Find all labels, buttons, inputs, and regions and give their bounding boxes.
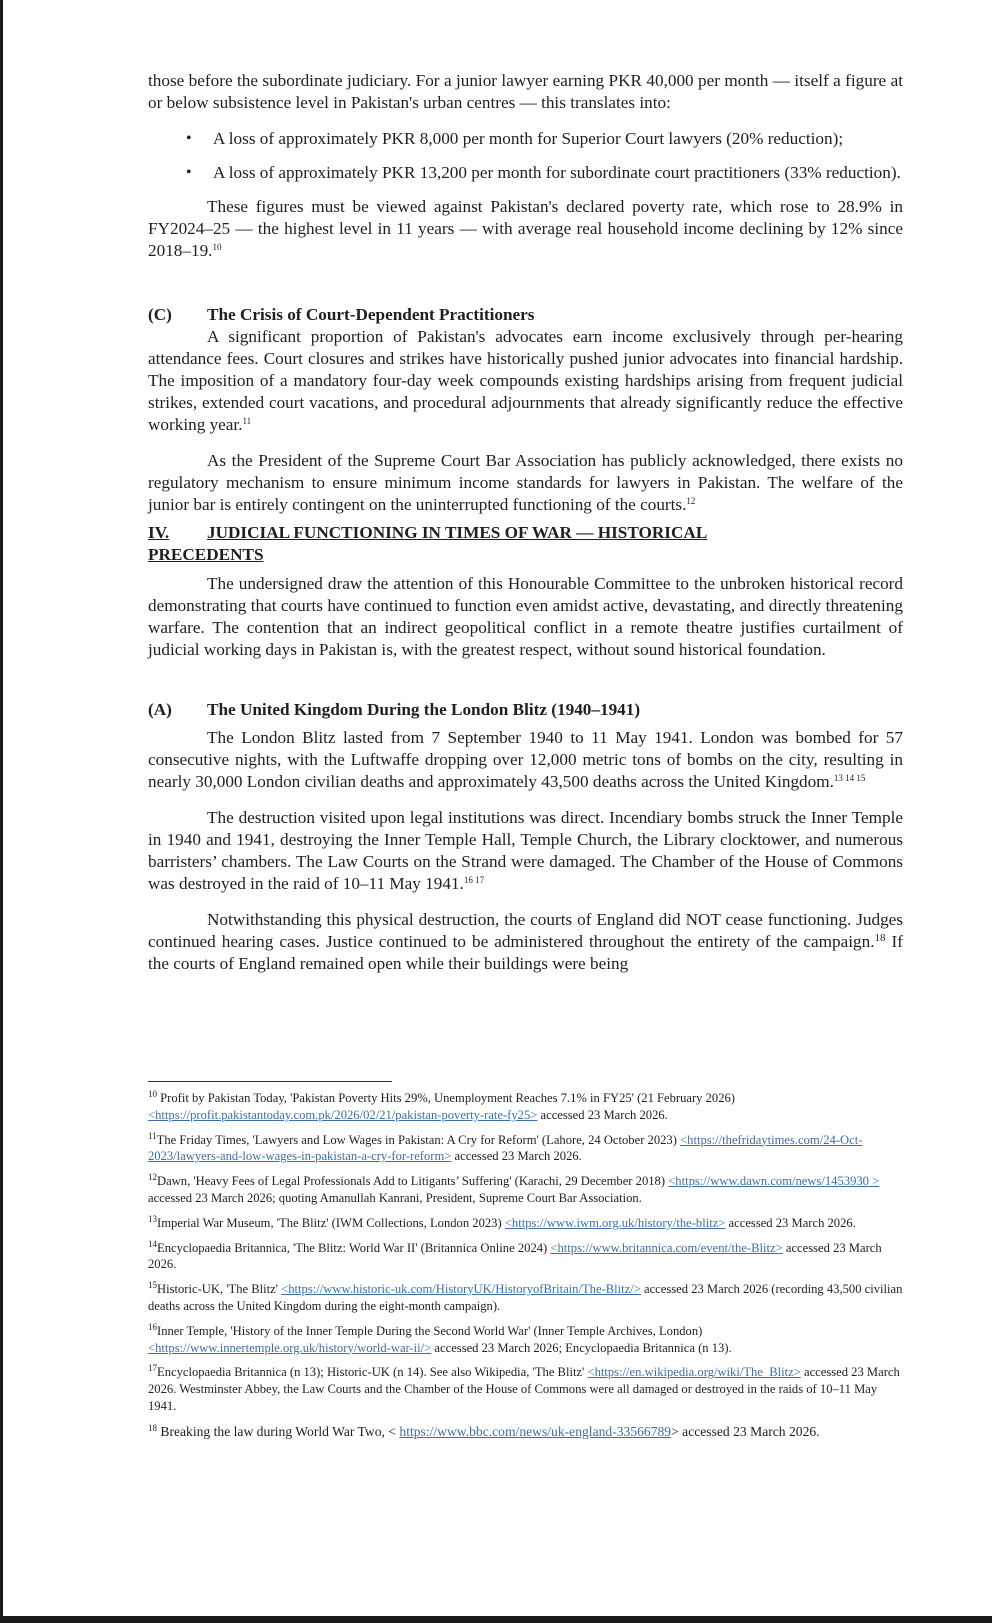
paragraph-text: The destruction visited upon legal institutions was direct. Incendiary bombs struck the Inner Temple in 1940 and 1941, destroying the Inner Temple Hall, Temple Church, the Library clocktower, and numerous barristers’ chambers. The Law Courts on the Strand were damaged. The Chamber of the House of Commons was destroyed in the raid of 10–11 May 1941. — [148, 808, 903, 893]
income-loss-list — [148, 128, 903, 184]
footnote-text-after: accessed 23 March 2026. — [148, 1240, 882, 1272]
section-number: IV. — [148, 523, 170, 542]
section-a-paragraph-2 — [148, 807, 903, 895]
footnote-18 — [148, 1423, 903, 1441]
footnote-text: Historic-UK, 'The Blitz' — [157, 1282, 282, 1297]
footnote-12 — [148, 1173, 903, 1207]
section-title: The United Kingdom During the London Blitz (1940–1941) — [207, 700, 641, 719]
footnote-text: Inner Temple, 'History of the Inner Temple During the Second World War' (Inner Temple Archives, London) — [157, 1323, 703, 1338]
footnote-ref[interactable]: 16 17 — [463, 875, 485, 885]
list-item-text: A loss of approximately PKR 13,200 per month for subordinate court practitioners (33% reduction). — [213, 163, 901, 182]
section-a-paragraph-3 — [148, 909, 903, 975]
paragraph-text: Notwithstanding this physical destruction, the courts of England did NOT cease functioning. Judges continued hearing cases. Justice continued to be administered throughout the entirety of the campaign. — [148, 910, 903, 951]
footnote-10 — [148, 1090, 903, 1124]
section-a-heading — [148, 699, 903, 721]
footnote-text: Breaking the law during World War Two, < — [157, 1423, 400, 1439]
footnote-number: 18 — [148, 1422, 157, 1433]
footnote-ref[interactable]: 13 14 15 — [833, 773, 866, 783]
section-title: JUDICIAL FUNCTIONING IN TIMES OF WAR — HISTORICAL PRECEDENTS — [148, 523, 708, 564]
footnote-text: The Friday Times, 'Lawyers and Low Wages in Pakistan: A Cry for Reform' (Lahore, 24 October 2023) — [156, 1132, 681, 1147]
footnote-ref[interactable]: 10 — [212, 242, 222, 252]
footnote-number: 13 — [148, 1213, 157, 1224]
footnote-separator — [148, 1081, 392, 1082]
footnote-ref[interactable]: 18 — [874, 932, 886, 944]
footnote-link[interactable]: <https://profit.pakistantoday.com.pk/2026/02/21/pakistan-poverty-rate-fy25> — [148, 1107, 538, 1122]
footnote-text: Imperial War Museum, 'The Blitz' (IWM Collections, London 2023) — [157, 1215, 505, 1230]
footnote-number: 17 — [148, 1363, 157, 1374]
paragraph-text: The London Blitz lasted from 7 September 1940 to 11 May 1941. London was bombed for 57 consecutive nights, with the Luftwaffe dropping over 12,000 metric tons of bombs on the city, resulting in nearly 30,000 London civilian deaths and approximately 43,500 deaths across the United Kingdom. — [148, 728, 903, 791]
footnote-text: Encyclopaedia Britannica (n 13); Historic-UK (n 14). See also Wikipedia, 'The Blitz' — [157, 1365, 588, 1380]
list-item — [148, 128, 903, 150]
footnote-17 — [148, 1364, 903, 1414]
footnote-ref[interactable]: 11 — [242, 416, 252, 426]
list-item — [148, 162, 903, 184]
footnote-16 — [148, 1323, 903, 1357]
poverty-paragraph — [148, 196, 903, 262]
footnote-link[interactable]: <https://en.wikipedia.org/wiki/The_Blitz> — [587, 1365, 801, 1380]
footnote-text-after: accessed 23 March 2026. — [725, 1215, 856, 1230]
section-c-heading — [148, 304, 903, 326]
footnote-link[interactable]: <https://thefridaytimes.com/24-Oct-2023/lawyers-and-low-wages-in-pakistan-a-cry-for-reform> — [148, 1132, 863, 1164]
section-iv-paragraph: The undersigned draw the attention of this Honourable Committee to the unbroken historical record demonstrating that courts have continued to function even amidst active, devastating, and directly threatening warfare. The contention that an indirect geopolitical conflict in a remote theatre justifies curtailment of judicial working days in Pakistan is, with the greatest respect, without sound historical foundation. — [148, 574, 903, 659]
footnote-13 — [148, 1215, 903, 1232]
footnote-11 — [148, 1132, 903, 1166]
footnotes — [148, 1090, 903, 1448]
footnote-link[interactable]: <https://www.historic-uk.com/HistoryUK/HistoryofBritain/The-Blitz/> — [281, 1282, 641, 1297]
footnote-number: 11 — [148, 1130, 157, 1141]
footnote-text-after: accessed 23 March 2026. — [537, 1107, 668, 1122]
footnote-text-after: accessed 23 March 2026. — [451, 1149, 582, 1164]
footnote-text: Profit by Pakistan Today, 'Pakistan Poverty Hits 29%, Unemployment Reaches 7.1% in FY25' (21 February 2026) — [157, 1091, 736, 1105]
footnote-link[interactable]: <https://www.dawn.com/news/1453930 > — [668, 1174, 880, 1189]
paragraph-text: A significant proportion of Pakistan's advocates earn income exclusively through per-hearing attendance fees. Court closures and strikes have historically pushed junior advocates into financial hardship. The imposition of a mandatory four-day week compounds existing hardships arising from frequent judicial strikes, extended court vacations, and procedural adjournments that already significantly reduce the effective working year. — [148, 327, 903, 434]
section-number: (C) — [148, 305, 172, 324]
footnote-number: 16 — [148, 1321, 157, 1332]
paragraph-text: These figures must be viewed against Pakistan's declared poverty rate, which rose to 28.9% in FY2024–25 — the highest level in 11 years — with average real household income declining by 12% since 2018–19. — [148, 197, 903, 260]
footnote-text-after: accessed 23 March 2026 (recording 43,500 civilian deaths across the United Kingdom during the eight-month campaign). — [148, 1282, 903, 1313]
footnote-text: Dawn, 'Heavy Fees of Legal Professionals Add to Litigants’ Suffering' (Karachi, 29 December 2018) — [157, 1174, 669, 1189]
page-left-edge — [0, 0, 3, 1623]
paragraph-text-continued: If the courts of England remained open while their buildings were being — [148, 932, 904, 973]
bullet-icon: • — [186, 130, 192, 147]
footnote-text-after: accessed 23 March 2026; quoting Amanullah Kanrani, President, Supreme Court Bar Association. — [148, 1190, 642, 1205]
footnote-text: Encyclopaedia Britannica, 'The Blitz: World War II' (Britannica Online 2024) — [157, 1240, 551, 1255]
footnote-14 — [148, 1240, 903, 1274]
list-item-text: A loss of approximately PKR 8,000 per month for Superior Court lawyers (20% reduction); — [213, 129, 844, 148]
paragraph-text: As the President of the Supreme Court Bar Association has publicly acknowledged, there exists no regulatory mechanism to ensure minimum income standards for lawyers in Pakistan. The welfare of the junior bar is entirely contingent on the uninterrupted functioning of the courts. — [148, 451, 903, 514]
footnote-link[interactable]: <https://www.iwm.org.uk/history/the-blitz> — [504, 1215, 726, 1230]
footnote-link[interactable]: <https://www.britannica.com/event/the-Blitz> — [550, 1240, 783, 1255]
footnote-link[interactable]: <https://www.innertemple.org.uk/history/world-war-ii/> — [148, 1340, 432, 1355]
footnote-ref[interactable]: 12 — [686, 496, 696, 506]
footnote-number: 12 — [148, 1172, 157, 1183]
bullet-icon: • — [186, 164, 192, 181]
section-iv-heading — [148, 522, 788, 566]
footnote-15 — [148, 1281, 903, 1315]
footnote-text-after: accessed 23 March 2026; Encyclopaedia Britannica (n 13). — [431, 1340, 732, 1355]
section-c-paragraph-2 — [148, 450, 903, 516]
footnote-number: 14 — [148, 1238, 157, 1249]
section-c-paragraph-1 — [148, 326, 903, 436]
page-bottom-edge — [0, 1616, 992, 1623]
footnote-number: 15 — [148, 1280, 157, 1291]
section-a-paragraph-1 — [148, 727, 903, 793]
section-title: The Crisis of Court-Dependent Practitioners — [207, 305, 535, 324]
footnote-text-after: > accessed 23 March 2026. — [671, 1423, 820, 1439]
document-page-body — [148, 70, 903, 975]
footnote-number: 10 — [148, 1089, 157, 1099]
intro-paragraph: those before the subordinate judiciary. For a junior lawyer earning PKR 40,000 per month — itself a figure at or below subsistence level in Pakistan's urban centres — this translates into: — [148, 71, 903, 112]
section-number: (A) — [148, 700, 172, 719]
footnote-text-after: accessed 23 March 2026. Westminster Abbey, the Law Courts and the Chamber of the House of Commons were all damaged or destroyed in the raids of 10–11 May 1941. — [148, 1365, 900, 1413]
footnote-link[interactable]: https://www.bbc.com/news/uk-england-33566789 — [399, 1423, 672, 1439]
